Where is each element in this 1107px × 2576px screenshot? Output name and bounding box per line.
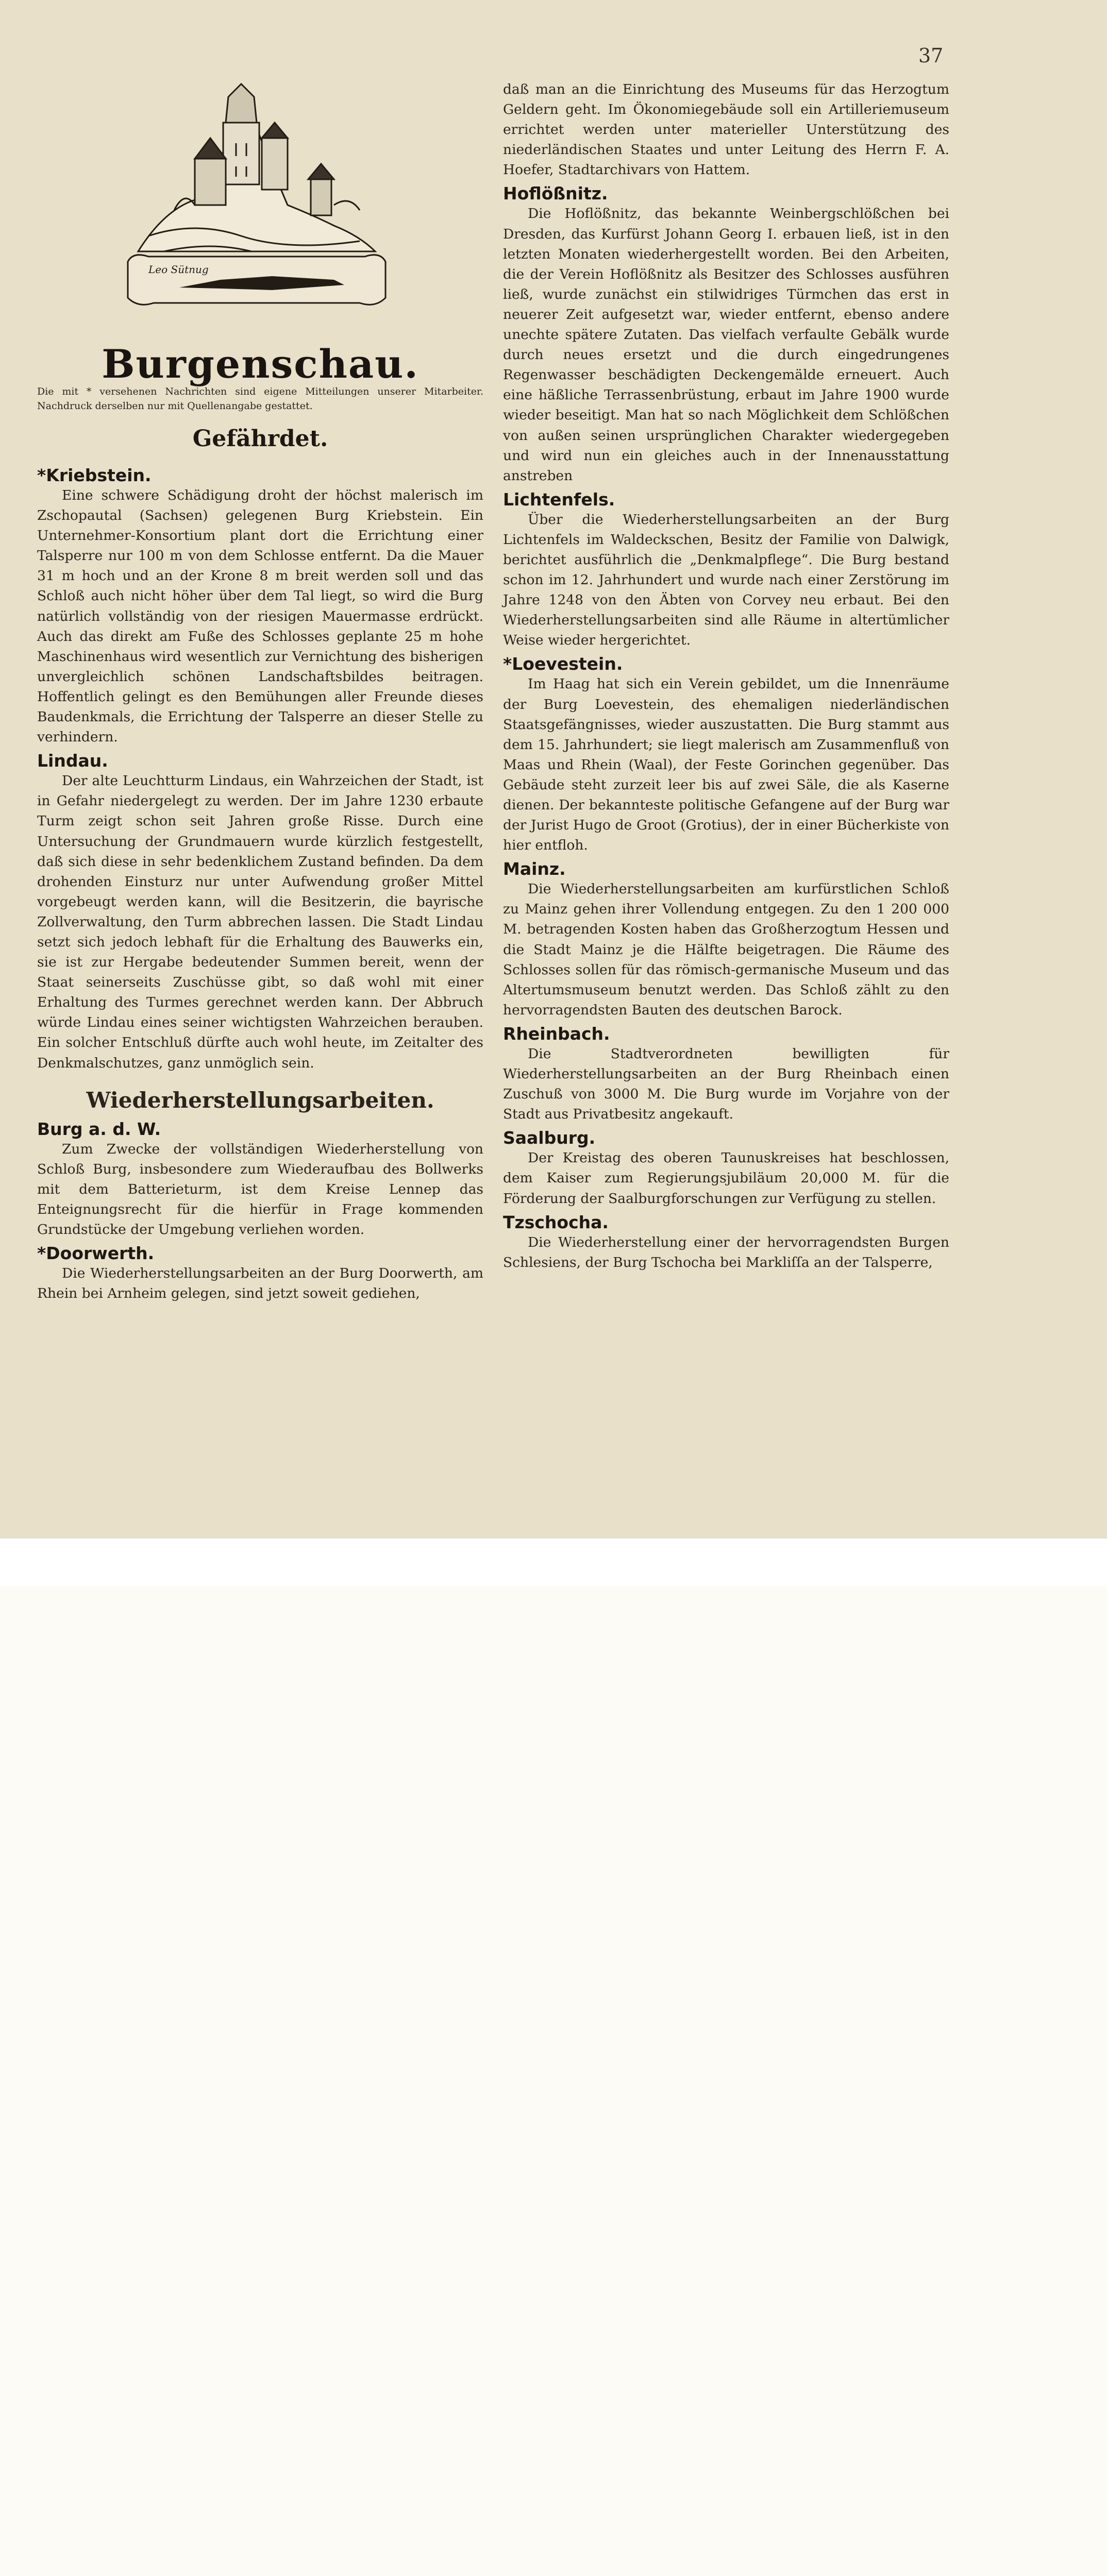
page-title: Burgenschau. (102, 341, 419, 387)
text-kriebstein: Eine schwere Schädigung droht der höchst malerisch im Zschopautal (Sachsen) gelegenen Burg Kriebstein. Ein Unternehmer-Konsortium plant dort die Errichtung einer Talsperre nur 100 m von dem Schlosse entfernt. Da die Mauer 31 m hoch und an der Krone 8 m breit werden soll und das Schloß auch nicht höher über dem Tal liegt, so wird die Burg natürlich vollständig von der riesigen Mauermasse erdrückt. Auch das direkt am Fuße des Schlosses geplante 25 m hohe Maschinenhaus wird wesentlich zur Vernichtung des bisherigen unvergleichlich schönen Landschaftsbildes beitragen. Hoffentlich gelingt es den Bemühungen aller Freunde dieses Baudenkmals, die Errichtung der Talsperre an dieser Stelle zu verhindern. (37, 487, 483, 745)
page-number: 37 (918, 44, 944, 67)
heading-burg: Burg a. d. W. (37, 1118, 161, 1139)
section-heading-wiederherstellung: Wiederherstellungsarbeiten. (86, 1087, 434, 1113)
text-mainz: Die Wiederherstellungsarbeiten am kurfürstlichen Schloß zu Mainz gehen ihrer Vollendung entgegen. Zu den 1 200 000 M. betragenden Kosten haben das Großherzogtum Hessen und die Stadt Mainz je die Hälfte beigetragen. Die Räume des Schlosses sollen für das römisch-germanische Museum und das Altertumsmuseum benutzt werden. Das Schloß zählt zu den hervorragendsten Bauten des deutschen Barock. (503, 881, 949, 1018)
heading-lindau: Lindau. (37, 751, 108, 771)
heading-kriebstein: *Kriebstein. (37, 465, 152, 485)
text-burg: Zum Zwecke der vollständigen Wiederherstellung von Schloß Burg, insbesondere zum Wiederaufbau des Bollwerks mit dem Batterieturm, ist dem Kreise Lennep das Enteignungsrecht für die hierfür in Frage kommenden Grundstücke der Umgebung verliehen worden. (37, 1141, 483, 1238)
text-tzschocha: Die Wiederherstellung einer der hervorragendsten Burgen Schlesiens, der Burg Tschocha bei Markliſſa an der Talsperre, (503, 1234, 949, 1270)
left-column (37, 462, 483, 1303)
right-column (503, 79, 949, 1273)
text-saalburg: Der Kreistag des oberen Taunuskreises hat beschlossen, dem Kaiser zum Regierungsjubiläum 20,000 M. für die Förderung der Saalburgforschungen zur Verfügung zu stellen. (503, 1150, 949, 1207)
viewer-footer (0, 1538, 1107, 1586)
section-heading-gefaehrdet: Gefährdet. (192, 426, 328, 452)
text-rheinbach: Die Stadtverordneten bewilligten für Wiederherstellungsarbeiten an der Burg Rheinbach einen Zuschuß von 3000 M. Die Burg wurde im Vorjahre von der Stadt aus Privatbesitz angekauft. (503, 1045, 949, 1123)
heading-doorwerth: *Doorwerth. (37, 1243, 155, 1264)
text-hoflossnitz: Die Hoflößnitz, das bekannte Weinbergschlößchen bei Dresden, das Kurfürst Johann Georg I. erbauen ließ, ist in den letzten Monaten wiederhergestellt worden. Bei den Arbeiten, die der Verein Hoflößnitz als Besitzer des Schlosses ausführen ließ, wurde zunächst ein stilwidriges Türmchen das erst in neuerer Zeit aufgesetzt war, wieder entfernt, ebenso andere unechte spätere Zutaten. Das vielfach verfaulte Gebälk wurde durch neues ersetzt und die durch eingedrungenes Regenwasser beschädigten Deckengemälde erneuert. Auch eine häßliche Terrassenbrüstung, erbaut im Jahre 1900 wurde wieder beseitigt. Man hat so nach Möglichkeit dem Schlößchen von außen seinen ursprünglichen Charakter wiedergegeben und wird nun ein gleiches auch in der Innenausstattung anstreben (503, 206, 949, 484)
heading-mainz: Mainz. (503, 859, 566, 879)
text-doorwerth-cont: daß man an die Einrichtung des Museums für das Herzogtum Geldern geht. Im Ökonomiegebäude soll ein Artilleriemuseum errichtet werden unter materieller Unterstützung des niederländischen Staates und unter Leitung des Herrn F. A. Hoefer, Stadtarchivars von Hattem. (503, 81, 949, 178)
heading-lichtenfels: Lichtenfels. (503, 489, 615, 510)
editorial-note: Die mit * versehenen Nachrichten sind eigene Mitteilungen unserer Mitarbeiter. Nachdruck derselben nur mit Quellenangabe gestattet. (37, 386, 483, 412)
castle-illustration (118, 81, 396, 334)
text-loevestein: Im Haag hat sich ein Verein gebildet, um die Innenräume der Burg Loevestein, des ehemaligen niederländischen Staatsgefängnisses, wieder auszustatten. Die Burg stammt aus dem 15. Jahrhundert; sie liegt malerisch am Zusammenfluß von Maas und Rhein (Waal), der Feste Gorinchen gegenüber. Das Gebäude steht zurzeit leer bis auf zwei Säle, die als Kaserne dienen. Der bekannteste politische Gefangene auf der Burg war der Jurist Hugo de Groot (Grotius), der in einer Bücherkiste von hier entfloh. (503, 676, 949, 854)
illustration-signature: Leo Sütnug (148, 263, 209, 276)
text-lindau: Der alte Leuchtturm Lindaus, ein Wahrzeichen der Stadt, ist in Gefahr niedergelegt zu werden. Der im Jahre 1230 erbaute Turm zeigt schon seit Jahren große Risse. Durch eine Untersuchung der Grundmauern wurde kürzlich festgestellt, daß sich diese in sehr bedenklichem Zustand befinden. Da dem drohenden Einsturz nur unter Aufwendung großer Mittel vorgebeugt werden kann, will die Besitzerin, die bayrische Zollverwaltung, den Turm abbrechen lassen. Die Stadt Lindau setzt sich jedoch lebhaft für die Erhaltung des Bauwerks ein, sie ist zur Hergabe bedeutender Summen bereit, wenn der Staat seinerseits Zuschüsse gibt, so daß wohl mit einer Erhaltung des Turmes gerechnet werden kann. Der Abbruch würde Lindau eines seiner wichtigsten Wahrzeichen berauben. Ein solcher Entschluß dürfte auch wohl heute, im Zeitalter des Denkmalschutzes, ganz unmöglich sein. (37, 773, 483, 1071)
text-doorwerth: Die Wiederherstellungsarbeiten an der Burg Doorwerth, am Rhein bei Arnheim gelegen, sind jetzt soweit gediehen, (37, 1265, 483, 1302)
text-lichtenfels: Über die Wiederherstellungsarbeiten an der Burg Lichtenfels im Waldeckschen, Besitz der Familie von Dalwigk, berichtet ausführlich die „Denkmalpflege“. Die Burg bestand schon im 12. Jahrhundert und wurde nach einer Zerstörung im Jahre 1248 von den Äbten von Corvey neu erbaut. Bei den Wiederherstellungsarbeiten sind alle Räume in altertümlicher Weise wieder hergerichtet. (503, 511, 949, 649)
heading-loevestein: *Loevestein. (503, 654, 623, 674)
heading-hoflossnitz: Hoflößnitz. (503, 183, 608, 204)
heading-saalburg: Saalburg. (503, 1128, 596, 1148)
heading-tzschocha: Tzschocha. (503, 1212, 609, 1232)
heading-rheinbach: Rheinbach. (503, 1023, 610, 1044)
